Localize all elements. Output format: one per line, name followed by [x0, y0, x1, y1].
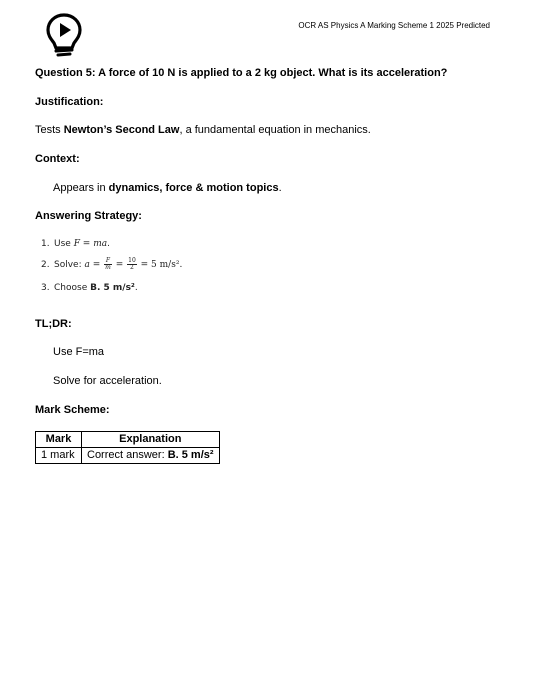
strategy-step-3: 3. Choose B. 5 m/s². [41, 283, 138, 293]
running-header: OCR AS Physics A Marking Scheme 1 2025 Predicted [298, 21, 490, 30]
justification-heading: Justification: [35, 96, 104, 108]
strategy-step-1: 1. Use F = ma. [41, 239, 110, 249]
fraction-f-over-m: $\frac{F}{m}$ [105, 257, 111, 271]
column-header-mark: Mark [36, 432, 82, 448]
question-title: Question 5: A force of 10 N is applied to a 2 kg object. What is its acceleration? [35, 67, 448, 79]
column-header-explanation: Explanation [82, 432, 220, 448]
tldr-line-1: Use F=ma [53, 346, 105, 358]
table-header-row [36, 432, 220, 448]
table-row [36, 448, 220, 464]
tldr-heading: TL;DR: [35, 318, 72, 330]
justification-text: Tests Newton’s Second Law, a fundamental equation in mechanics. [35, 124, 371, 136]
mark-scheme-table [35, 431, 220, 464]
fraction-10-over-2: $\frac{10}{2}$ [128, 257, 136, 271]
mark-scheme-heading: Mark Scheme: [35, 404, 110, 416]
strategy-step-2: 2. Solve: a = $\frac{F}{m}$ = $\frac{10}{2}$ = 5 m/s². [41, 257, 183, 271]
mark-cell: 1 mark [36, 448, 82, 464]
context-heading: Context: [35, 153, 80, 165]
strategy-heading: Answering Strategy: [35, 210, 142, 222]
context-text: Appears in dynamics, force & motion topics. [53, 182, 282, 194]
tldr-line-2: Solve for acceleration. [53, 375, 162, 387]
lightbulb-play-icon [46, 12, 82, 58]
explanation-cell: Correct answer: B. 5 m/s² [82, 448, 220, 464]
